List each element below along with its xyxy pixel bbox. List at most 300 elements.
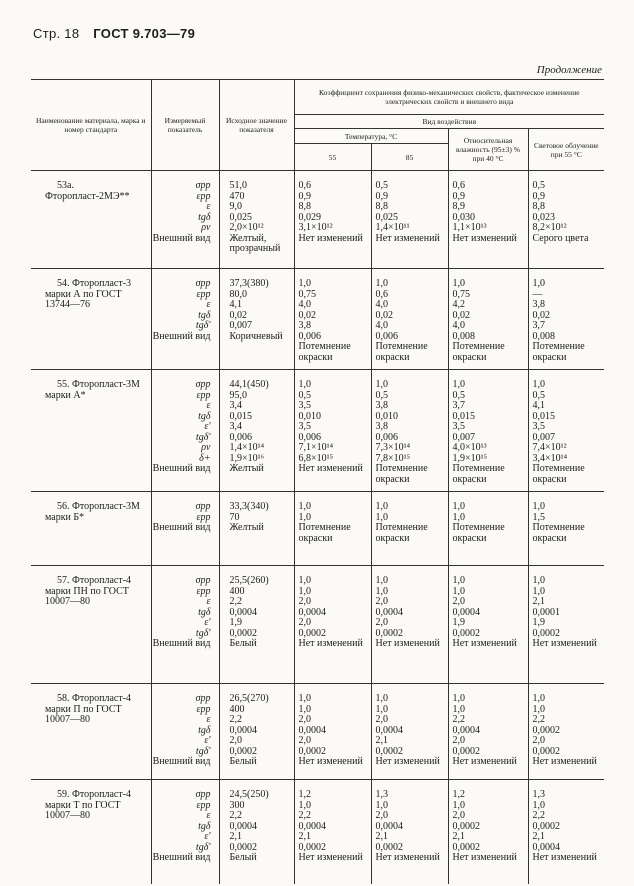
value: 0,0004 — [375, 820, 403, 832]
value: 0,0002 — [452, 820, 480, 832]
param-label: ε' — [204, 831, 211, 842]
value: Потемнение окраски — [298, 522, 351, 544]
light-cell — [528, 171, 604, 269]
value: 1,0 — [452, 693, 465, 704]
value: Нет изменений — [375, 756, 440, 767]
table-row — [31, 566, 604, 684]
value: 1,0 — [532, 703, 545, 715]
param-label: tgδ — [198, 410, 211, 422]
value: 2,2 — [298, 810, 311, 821]
value: 0,02 — [532, 309, 550, 321]
value: 0,029 — [298, 211, 321, 223]
material-name: 53а. Фторопласт-2МЭ** — [31, 171, 151, 269]
value: 8,8 — [375, 201, 388, 212]
material-name: 57. Фторопласт-4 марки ПН по ГОСТ 10007—80 — [31, 566, 151, 684]
t55-cell — [294, 492, 371, 566]
light-cell — [528, 780, 604, 884]
value: 2,0 — [298, 617, 311, 628]
value: 1,0 — [375, 799, 388, 811]
header-t55: 55 — [294, 144, 371, 171]
value: 0,5 — [375, 389, 388, 401]
param-label: ρv — [201, 222, 211, 233]
value: Нет изменений — [298, 463, 363, 474]
value: 1,0 — [532, 693, 545, 704]
param-label: tgδ — [198, 211, 211, 223]
value: 1,0 — [375, 703, 388, 715]
value: 2,0 — [229, 735, 242, 746]
value: 7,8×10¹⁵ — [375, 452, 411, 464]
material-name: 55. Фторопласт-3М марки А* — [31, 370, 151, 492]
value: 0,02 — [452, 309, 470, 321]
light-cell — [528, 684, 604, 780]
value: 1,0 — [375, 379, 388, 390]
value: 0,006 — [298, 330, 321, 342]
value: Нет изменений — [298, 852, 363, 863]
t85-cell — [371, 171, 448, 269]
humidity-cell — [448, 370, 528, 492]
value: 8,9 — [452, 201, 465, 212]
value: Нет изменений — [532, 756, 597, 767]
initial-cell — [219, 370, 294, 492]
value: 80,0 — [229, 288, 247, 300]
value: 1,4×10¹⁴ — [229, 442, 265, 453]
value: 7,3×10¹⁴ — [375, 442, 411, 453]
value: 6,8×10¹⁵ — [298, 452, 334, 464]
param-label: εрр — [196, 585, 211, 597]
value: 0,0004 — [229, 724, 257, 736]
param-label: ρv — [201, 442, 211, 453]
value: Потемнение окраски — [452, 522, 505, 544]
value: 0,008 — [452, 330, 475, 342]
table-row — [31, 269, 604, 370]
humidity-cell — [448, 684, 528, 780]
value: 1,0 — [452, 585, 465, 597]
value: 300 — [229, 799, 245, 811]
param-label: εрр — [196, 288, 211, 300]
param-label: ε' — [204, 735, 211, 746]
value: 2,0 — [298, 596, 311, 607]
page-header — [33, 26, 195, 41]
value: 0,0002 — [532, 745, 560, 757]
humidity-cell — [448, 566, 528, 684]
value: 0,0002 — [375, 841, 403, 853]
value: 0,015 — [229, 410, 252, 422]
value: 2,1 — [229, 831, 242, 842]
humidity-cell — [448, 171, 528, 269]
value: 2,0 — [375, 596, 388, 607]
value: 0,5 — [375, 180, 388, 191]
initial-cell — [219, 684, 294, 780]
t85-cell — [371, 684, 448, 780]
material-name: 58. Фторопласт-4 марки П по ГОСТ 10007—80 — [31, 684, 151, 780]
param-label: Внешний вид — [152, 852, 211, 863]
param-cell — [151, 566, 219, 684]
light-cell — [528, 566, 604, 684]
value: 0,006 — [298, 431, 321, 443]
value: Потемнение окраски — [375, 463, 428, 485]
param-label: Внешний вид — [152, 232, 211, 244]
value: 0,5 — [532, 389, 545, 401]
value: Нет изменений — [452, 852, 517, 863]
value: 1,0 — [375, 693, 388, 704]
t55-cell — [294, 171, 371, 269]
value: 0,0002 — [532, 724, 560, 736]
value: 1,3 — [532, 789, 545, 800]
value: 0,9 — [452, 190, 465, 202]
value: 1,0 — [375, 585, 388, 597]
header-coeff: Коэффициент сохранения физико-механических свойств, фактическое изменение электрических свойств и внешнего вида — [294, 80, 604, 115]
param-cell — [151, 780, 219, 884]
param-label: tgδ' — [195, 745, 211, 757]
param-cell — [151, 370, 219, 492]
value: 0,0004 — [229, 606, 257, 618]
header-t85: 85 — [371, 144, 448, 171]
value: 0,0004 — [298, 724, 326, 736]
value: 0,007 — [229, 320, 252, 331]
value: 1,0 — [452, 511, 465, 523]
light-cell — [528, 269, 604, 370]
param-label: ε — [206, 299, 211, 310]
header-material: Наименование материала, марка и номер стандарта — [31, 80, 151, 171]
value: 2,2 — [452, 714, 465, 725]
initial-cell — [219, 171, 294, 269]
value: Белый — [229, 638, 257, 649]
value: 8,8 — [298, 201, 311, 212]
value: Потемнение окраски — [452, 463, 505, 485]
value: 3,8 — [375, 421, 388, 432]
value: 0,5 — [452, 389, 465, 401]
value: 0,025 — [229, 211, 252, 223]
value: 1,0 — [532, 575, 545, 586]
value: 2,0 — [532, 735, 545, 746]
page-number: Стр. 18 — [33, 26, 80, 41]
value: 2,0 — [452, 596, 465, 607]
param-label: Внешний вид — [152, 522, 211, 533]
param-label: tgδ — [198, 309, 211, 321]
param-label: εрр — [196, 799, 211, 811]
value: Нет изменений — [375, 638, 440, 649]
value: 1,0 — [452, 379, 465, 390]
humidity-cell — [448, 492, 528, 566]
param-label: ε' — [204, 617, 211, 628]
value: 1,0 — [532, 799, 545, 811]
value: 1,0 — [532, 585, 545, 597]
value: 3,4 — [229, 400, 242, 411]
value: Желтый, прозрачный — [229, 232, 281, 254]
initial-cell — [219, 780, 294, 884]
t55-cell — [294, 684, 371, 780]
value: 1,3 — [375, 789, 388, 800]
value: 2,1 — [532, 831, 545, 842]
value: 0,0002 — [375, 627, 403, 639]
value: 25,5(260) — [229, 575, 269, 586]
value: 1,0 — [298, 703, 311, 715]
value: 7,1×10¹⁴ — [298, 442, 334, 453]
param-label: Внешний вид — [152, 638, 211, 649]
value: 2,2 — [229, 714, 242, 725]
value: 0,0002 — [452, 745, 480, 757]
value: 2,1 — [375, 831, 388, 842]
value: 1,0 — [298, 278, 311, 289]
value: 0,0002 — [229, 627, 257, 639]
value: 0,6 — [298, 180, 311, 191]
table-row — [31, 492, 604, 566]
value: 2,0 — [298, 735, 311, 746]
value: Белый — [229, 852, 257, 863]
value: Серого цвета — [532, 232, 589, 244]
value: 0,025 — [375, 211, 398, 223]
value: 4,1 — [229, 299, 242, 310]
value: 24,5(250) — [229, 789, 269, 800]
value: 1,0 — [298, 501, 311, 512]
value: Нет изменений — [452, 232, 517, 244]
value: 0,0004 — [229, 820, 257, 832]
value: 2,1 — [375, 735, 388, 746]
value: Нет изменений — [452, 638, 517, 649]
value: 0,0002 — [229, 841, 257, 853]
value: 0,007 — [452, 431, 475, 443]
value: 44,1(450) — [229, 379, 269, 390]
value: 1,0 — [298, 693, 311, 704]
param-cell — [151, 269, 219, 370]
param-label: ε — [206, 714, 211, 725]
header-impact: Вид воздействия — [294, 115, 604, 129]
value: 1,0 — [532, 379, 545, 390]
value: 3,7 — [452, 400, 465, 411]
humidity-cell — [448, 269, 528, 370]
value: 0,006 — [375, 330, 398, 342]
value: 1,0 — [298, 799, 311, 811]
table-row — [31, 684, 604, 780]
value: 2,2 — [532, 714, 545, 725]
value: 3,4 — [229, 421, 242, 432]
value: 2,2 — [229, 596, 242, 607]
value: 0,0004 — [452, 606, 480, 618]
t55-cell — [294, 780, 371, 884]
value: 33,3(340) — [229, 501, 269, 512]
value: Потемнение окраски — [375, 341, 428, 363]
param-label: ε' — [204, 421, 211, 432]
value: 0,5 — [532, 180, 545, 191]
value: 1,0 — [452, 575, 465, 586]
standard-number: ГОСТ 9.703—79 — [93, 26, 196, 41]
param-label: Внешний вид — [152, 756, 211, 767]
value: 2,0 — [452, 810, 465, 821]
value: 3,1×10¹² — [298, 222, 333, 233]
value: 1,0 — [452, 278, 465, 289]
value: 3,5 — [298, 421, 311, 432]
value: 1,0 — [532, 501, 545, 512]
value: 0,9 — [298, 190, 311, 202]
param-label: ε — [206, 596, 211, 607]
value: Потемнение окраски — [532, 522, 585, 544]
value: 4,0 — [452, 320, 465, 331]
value: 0,75 — [298, 288, 316, 300]
value: 4,0×10¹³ — [452, 442, 487, 453]
value: 3,5 — [532, 421, 545, 432]
value: 0,0002 — [375, 745, 403, 757]
value: Белый — [229, 756, 257, 767]
value: Потемнение окраски — [298, 341, 351, 363]
value: 0,010 — [298, 410, 321, 422]
t85-cell — [371, 370, 448, 492]
value: 0,007 — [532, 431, 555, 443]
param-label: ε — [206, 400, 211, 411]
value: Нет изменений — [298, 638, 363, 649]
value: 4,0 — [375, 320, 388, 331]
value: 0,0002 — [452, 841, 480, 853]
header-temp: Температура, °С — [294, 129, 448, 144]
value: 2,2 — [229, 810, 242, 821]
value: 1,0 — [452, 703, 465, 715]
value: 1,0 — [532, 278, 545, 289]
value: 1,9×10¹⁵ — [452, 452, 488, 464]
value: 0,023 — [532, 211, 555, 223]
param-label: ε — [206, 201, 211, 212]
value: 8,8 — [532, 201, 545, 212]
value: 2,0×10¹² — [229, 222, 264, 233]
light-cell — [528, 370, 604, 492]
value: 2,0 — [375, 714, 388, 725]
param-label: tgδ — [198, 606, 211, 618]
value: 0,0004 — [298, 606, 326, 618]
value: 7,4×10¹² — [532, 442, 567, 453]
param-label: Внешний вид — [152, 330, 211, 342]
value: 0,6 — [375, 288, 388, 300]
value: 3,7 — [532, 320, 545, 331]
value: 0,0002 — [298, 841, 326, 853]
param-label: tgδ' — [195, 431, 211, 443]
param-label: ε — [206, 810, 211, 821]
value: 4,0 — [298, 299, 311, 310]
value: 1,2 — [298, 789, 311, 800]
value: 3,4×10¹⁴ — [532, 452, 568, 464]
param-cell — [151, 684, 219, 780]
value: 1,9 — [229, 617, 242, 628]
param-label: σрр — [195, 693, 211, 704]
value: 0,0002 — [532, 820, 560, 832]
t55-cell — [294, 269, 371, 370]
table-row — [31, 780, 604, 884]
value: 37,3(380) — [229, 278, 269, 289]
value: 1,4×10¹¹ — [375, 222, 410, 233]
param-label: Внешний вид — [152, 463, 211, 474]
header-light: Световое облучение при 55 °С — [528, 129, 604, 171]
value: 0,010 — [375, 410, 398, 422]
value: 51,0 — [229, 180, 247, 191]
value: 1,0 — [375, 278, 388, 289]
value: Потемнение окраски — [452, 341, 505, 363]
value: 2,1 — [298, 831, 311, 842]
param-label: εрр — [196, 703, 211, 715]
header-humidity: Относительная влажность (95±3) % при 40 °С — [448, 129, 528, 171]
value: 2,2 — [532, 810, 545, 821]
value: 95,0 — [229, 389, 247, 401]
value: 470 — [229, 190, 245, 202]
value: 2,0 — [452, 735, 465, 746]
param-label: tgδ — [198, 820, 211, 832]
value: 1,0 — [375, 501, 388, 512]
value: Желтый — [229, 522, 264, 533]
value: Коричневый — [229, 330, 283, 342]
value: 4,1 — [532, 400, 545, 411]
initial-cell — [219, 269, 294, 370]
table-row — [31, 370, 604, 492]
value: 0,015 — [452, 410, 475, 422]
table-row — [31, 171, 604, 269]
value: 70 — [229, 511, 240, 523]
value: 0,0004 — [298, 820, 326, 832]
value: 0,02 — [375, 309, 393, 321]
value: 0,0004 — [375, 724, 403, 736]
value: Потемнение окраски — [532, 341, 585, 363]
value: 1,9 — [532, 617, 545, 628]
value: 2,1 — [452, 831, 465, 842]
light-cell — [528, 492, 604, 566]
param-label: tgδ' — [195, 841, 211, 853]
value: 0,02 — [229, 309, 247, 321]
value: 1,9×10¹⁶ — [229, 452, 265, 464]
value: 0,0004 — [532, 841, 560, 853]
value: 26,5(270) — [229, 693, 269, 704]
value: 1,0 — [375, 575, 388, 586]
humidity-cell — [448, 780, 528, 884]
value: 1,0 — [298, 511, 311, 523]
value: 0,015 — [532, 410, 555, 422]
material-name: 54. Фторопласт-3 марки А по ГОСТ 13744—76 — [31, 269, 151, 370]
value: Нет изменений — [532, 638, 597, 649]
param-label: tgδ — [198, 724, 211, 736]
param-label: εрр — [196, 190, 211, 202]
t85-cell — [371, 492, 448, 566]
value: Потемнение окраски — [375, 522, 428, 544]
value: 1,0 — [298, 585, 311, 597]
value: 0,0002 — [229, 745, 257, 757]
value: Нет изменений — [452, 756, 517, 767]
initial-cell — [219, 492, 294, 566]
value: 1,0 — [452, 799, 465, 811]
value: 4,0 — [375, 299, 388, 310]
value: 0,0002 — [298, 627, 326, 639]
continuation-label: Продолжение — [536, 64, 602, 76]
value: 9,0 — [229, 201, 242, 212]
material-name: 59. Фторопласт-4 марки Т по ГОСТ 10007—80 — [31, 780, 151, 884]
value: Желтый — [229, 463, 264, 474]
value: Нет изменений — [375, 852, 440, 863]
value: Нет изменений — [298, 756, 363, 767]
t55-cell — [294, 370, 371, 492]
value: 2,0 — [298, 714, 311, 725]
param-label: σрр — [195, 501, 211, 512]
value: 1,0 — [452, 501, 465, 512]
properties-table — [31, 79, 604, 884]
value: 1,0 — [298, 379, 311, 390]
param-label: σрр — [195, 575, 211, 586]
value: 1,2 — [452, 789, 465, 800]
value: 0,9 — [375, 190, 388, 202]
value: 1,0 — [375, 511, 388, 523]
value: — — [532, 288, 543, 300]
value: 0,0004 — [452, 724, 480, 736]
param-label: εрр — [196, 511, 211, 523]
header-param: Измеряемый показатель — [151, 80, 219, 171]
value: 1,1×10¹³ — [452, 222, 487, 233]
t85-cell — [371, 566, 448, 684]
value: 4,2 — [452, 299, 465, 310]
header-initial: Исходное значение показателя — [219, 80, 294, 171]
param-cell — [151, 492, 219, 566]
value: 0,0004 — [375, 606, 403, 618]
